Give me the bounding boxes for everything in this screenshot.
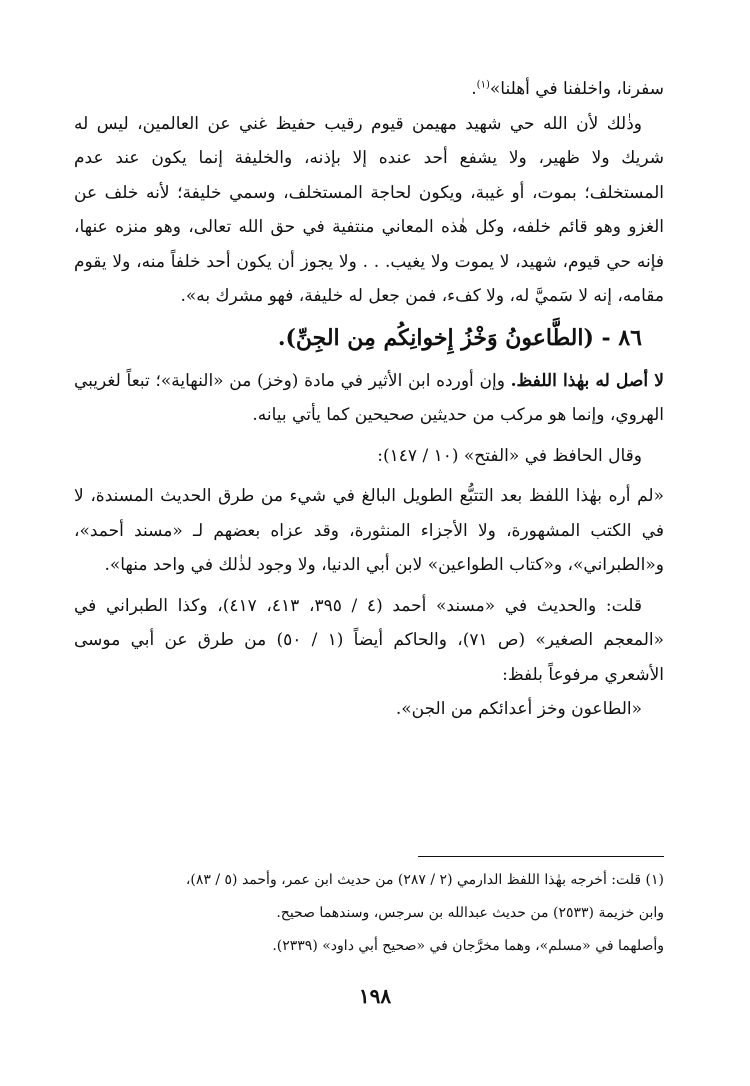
paragraph-continuation bbox=[74, 72, 664, 107]
footnote-line: (١) قلت: أخرجه بهٰذا اللفظ الدارمي (٢ / ٢٨٧) من حديث ابن عمر، وأحمد (٥ / ٨٣)، bbox=[185, 872, 664, 888]
ruling-text: وإن أورده ابن الأثير في مادة (وخز) من «النهاية»؛ تبعاً لغريبي الهروي، وإنما هو مركب من حديثين صحيحين كما يأتي بيانه. bbox=[74, 370, 664, 425]
paragraph-text: سفرنا، واخلفنا في أهلنا» bbox=[489, 79, 664, 99]
hafiz-intro: وقال الحافظ في «الفتح» (١٠ / ١٤٧): bbox=[377, 445, 642, 466]
ruling-lead: لا أصل له بهٰذا اللفظ. bbox=[510, 370, 664, 391]
paragraph-tail: . bbox=[471, 79, 477, 99]
footnote-line: وابن خزيمة (٢٥٣٣) من حديث عبدالله بن سرجس، وسندهما صحيح. bbox=[276, 905, 664, 921]
footnote-ref[interactable]: (١) bbox=[476, 79, 490, 91]
footnotes bbox=[74, 864, 664, 963]
qultu-paragraph: قلت: والحديث في «مسند» أحمد (٤ / ٣٩٥، ٤١٣، ٤١٧)، وكذا الطبراني في «المعجم الصغير» (ص ٧١)، والحاكم أيضاً (١ / ٥٠) من طرق عن أبي موسى الأشعري مرفوعاً بلفظ: bbox=[74, 595, 664, 685]
paragraph-explanation: وذٰلك لأن الله حي شهيد مهيمن قيوم رقيب حفيظ غني عن العالمين، ليس له شريك ولا ظهير، ولا يشفع أحد عنده إلا بإذنه، والخليفة إنما يكون عند عدم المستخلف؛ بموت، أو غيبة، ويكون لحاجة المستخلف، وسمي خليفة؛ لأنه خلف عن الغزو وهو قائم خلفه، وكل هٰذه المعاني منتفية في حق الله تعالى، وهو منزه عنها، فإنه حي قيوم، شهيد، لا يموت ولا يغيب. . . ولا يجوز أن يكون أحد خلفاً منه، ولا يقوم مقامه، إنه لا سَميَّ له، ولا كفء، فمن جعل له خليفة، فهو مشرك به». bbox=[74, 113, 664, 306]
main-text bbox=[74, 72, 664, 727]
footnote-line: وأصلهما في «مسلم»، وهما مخرَّجان في «صحيح أبي داود» (٢٣٣٩). bbox=[272, 938, 664, 954]
hadith-text: «الطاعون وخز أعدائكم من الجن». bbox=[395, 699, 642, 719]
footnote-divider bbox=[418, 856, 664, 857]
hadith-heading: ٨٦ - (الطَّاعونُ وَخْزُ إِخوانِكُم مِن الجِنِّ). bbox=[277, 324, 642, 351]
hafiz-quote: «لم أره بهٰذا اللفظ بعد التتبُّع الطويل البالغ في شيء من طرق الحديث المسندة، لا في الكتب المشهورة، ولا الأجزاء المنثورة، وقد عزاه بعضهم لـ «مسند أحمد»، و«الطبراني»، و«كتاب الطواعين» لابن أبي الدنيا، ولا وجود لذٰلك في واحد منها». bbox=[74, 486, 664, 575]
ruling-paragraph bbox=[74, 364, 664, 433]
page-number: ١٩٨ bbox=[358, 984, 392, 1008]
